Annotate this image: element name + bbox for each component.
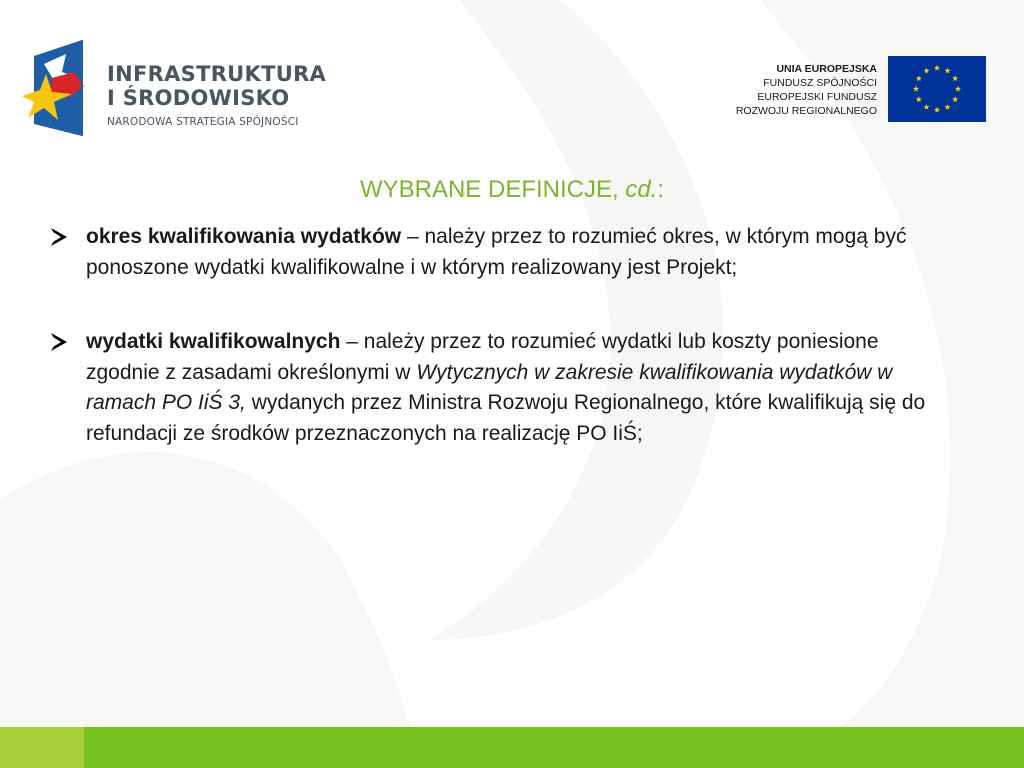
eu-fund-line-1: FUNDUSZ SPÓJNOŚCI — [763, 77, 877, 89]
definition-reference: Wytycznych w zakresie kwalifikowania wydatków w ramach PO IiŚ 3, — [86, 360, 893, 414]
slide-title-suffix: : — [657, 176, 665, 203]
arrow-bullet-icon — [50, 227, 68, 247]
definition-item — [48, 222, 948, 283]
definition-term: okres kwalifikowania wydatków — [86, 225, 402, 248]
slide-title-italic: cd. — [625, 176, 658, 203]
slide-title-main: WYBRANE DEFINICJE, — [359, 176, 626, 203]
definition-text-end: wydanych przez Ministra Rozwoju Regionalnego, które kwalifikują się do refundacji ze środków przeznaczonych na realizację PO IiŚ; — [86, 391, 926, 445]
footer-bar-accent — [0, 727, 84, 768]
flag-star-icon — [22, 38, 102, 138]
slide-title — [0, 176, 1024, 204]
eu-fund-line-2: EUROPEJSKI FUNDUSZ — [757, 91, 877, 103]
logo-line-1: INFRASTRUKTURA — [107, 62, 327, 86]
definition-term: wydatki kwalifikowalnych — [86, 330, 341, 353]
eu-fund-line-3: ROZWOJU REGIONALNEGO — [735, 105, 877, 117]
logo-line-2: I ŚRODOWISKO — [107, 86, 290, 110]
eu-flag-icon — [888, 56, 986, 122]
footer-bar — [84, 727, 1024, 768]
definition-item — [48, 327, 948, 449]
infrastruktura-logo — [22, 38, 332, 138]
logo-line-3: NARODOWA STRATEGIA SPÓJNOŚCI — [107, 116, 299, 128]
arrow-bullet-icon — [50, 332, 68, 352]
definition-text: – należy przez to rozumieć wydatki lub koszty poniesione zgodnie z zasadami określonymi w — [86, 330, 879, 384]
definition-list — [48, 222, 948, 449]
eu-title: UNIA EUROPEJSKA — [776, 63, 877, 75]
eu-label — [736, 62, 877, 118]
definition-text: – należy przez to rozumieć okres, w którym mogą być ponoszone wydatki kwalifikowalne i w którym realizowany jest Projekt; — [86, 225, 907, 279]
